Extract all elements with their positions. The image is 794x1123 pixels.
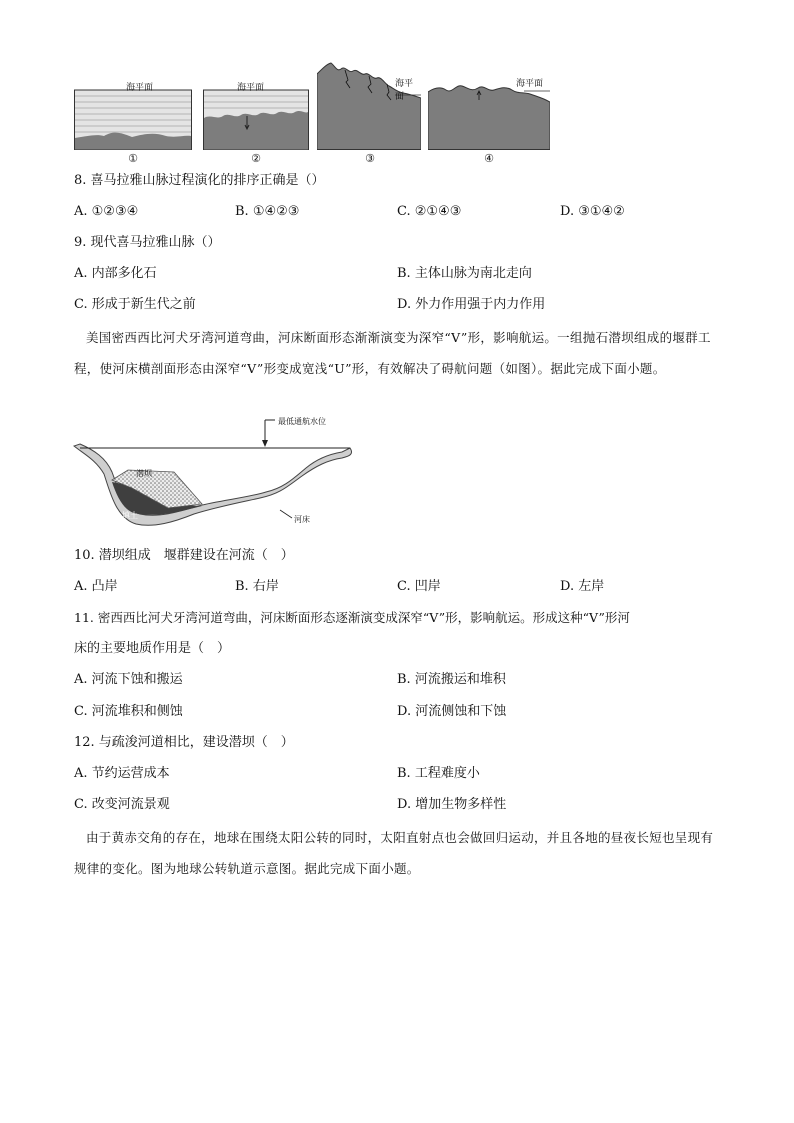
question-12-option-d[interactable]: D. 增加生物多样性: [397, 797, 507, 812]
question-12-stem: 12. 与疏浚河道相比，建设潜坝（ ）: [74, 735, 294, 750]
question-9-option-d[interactable]: D. 外力作用强于内力作用: [397, 297, 546, 312]
panel-1-diagram: [74, 62, 192, 150]
submerged-dam-label: 潜坝: [136, 469, 152, 478]
panel-2-diagram: [203, 62, 309, 150]
question-9-option-b[interactable]: B. 主体山脉为南北走向: [397, 266, 532, 281]
reading-passage-earth-orbit-text: 由于黄赤交角的存在，地球在围绕太阳公转的同时，太阳直射点也会做回归运动，并且各地的昼夜长短也呈现有规律的变化。图为地球公转轨道示意图。据此完成下面小题。: [74, 830, 714, 876]
question-11-option-d[interactable]: D. 河流侧蚀和下蚀: [397, 704, 507, 719]
reading-passage-earth-orbit: [74, 822, 720, 884]
panel-number-2: ②: [251, 152, 261, 165]
question-8-stem: 8. 喜马拉雅山脉过程演化的排序正确是（）: [74, 173, 325, 188]
reading-passage-river: [74, 322, 720, 384]
riverbed-label: 河床: [294, 515, 310, 524]
question-10-option-b[interactable]: B. 右岸: [235, 579, 279, 594]
lowest-navigation-water-level-label: 最低通航水位: [278, 417, 326, 426]
question-9-stem: 9. 现代喜马拉雅山脉（）: [74, 235, 221, 250]
question-8-option-c[interactable]: C. ②①④③: [397, 204, 462, 219]
panel-number-4: ④: [484, 152, 494, 165]
panel-number-1: ①: [128, 152, 138, 165]
question-8-option-b[interactable]: B. ①④②③: [235, 204, 300, 219]
figure-panel-2: [203, 62, 309, 150]
question-11-stem-line-2: 床的主要地质作用是（ ）: [74, 641, 231, 656]
question-8-option-a[interactable]: A. ①②③④: [74, 204, 139, 219]
question-9-option-c[interactable]: C. 形成于新生代之前: [74, 297, 196, 312]
question-12-option-b[interactable]: B. 工程难度小: [397, 766, 480, 781]
figure-panel-4: [428, 62, 550, 150]
question-8-option-d[interactable]: D. ③①④②: [560, 204, 625, 219]
sea-level-label-3: 海平面: [395, 79, 414, 102]
question-11-option-b[interactable]: B. 河流搬运和堆积: [397, 672, 506, 687]
river-cross-section-figure: [70, 414, 360, 532]
question-11-stem-line-1: 11. 密西西比河犬牙湾河道弯曲，河床断面形态逐渐演变成深窄“V”形，影响航运。形成这种“V”形河: [74, 610, 630, 625]
question-12-option-a[interactable]: A. 节约运营成本: [74, 766, 170, 781]
question-10-option-c[interactable]: C. 凹岸: [397, 579, 441, 594]
question-11-option-c[interactable]: C. 河流堆积和侧蚀: [74, 704, 183, 719]
question-10-option-d[interactable]: D. 左岸: [560, 579, 605, 594]
figure-panel-3: [317, 62, 421, 150]
sea-level-label-1: 海平面: [126, 83, 154, 93]
question-10-stem: 10. 潜坝组成 堰群建设在河流（ ）: [74, 548, 294, 563]
question-11-option-a[interactable]: A. 河流下蚀和搬运: [74, 672, 183, 687]
sea-level-label-2: 海平面: [237, 83, 265, 93]
cross-section-diagram: [70, 414, 360, 532]
panel-number-3: ③: [365, 152, 375, 165]
question-12-option-c[interactable]: C. 改变河流景观: [74, 797, 170, 812]
question-9-option-a[interactable]: A. 内部多化石: [74, 266, 157, 281]
fill-soil-label: 填土: [122, 511, 138, 520]
question-10-option-a[interactable]: A. 凸岸: [74, 579, 118, 594]
reading-passage-river-text: 美国密西西比河犬牙湾河道弯曲，河床断面形态渐渐演变为深窄“V”形，影响航运。一组抛石潜坝组成的堰群工程，使河床横剖面形态由深窄“V”形变成宽浅“U”形，有效解决了碍航问题（如图）。据此完成下面小题。: [74, 330, 711, 376]
sea-level-label-4: 海平面: [516, 79, 544, 89]
figure-panel-1: [74, 62, 192, 150]
